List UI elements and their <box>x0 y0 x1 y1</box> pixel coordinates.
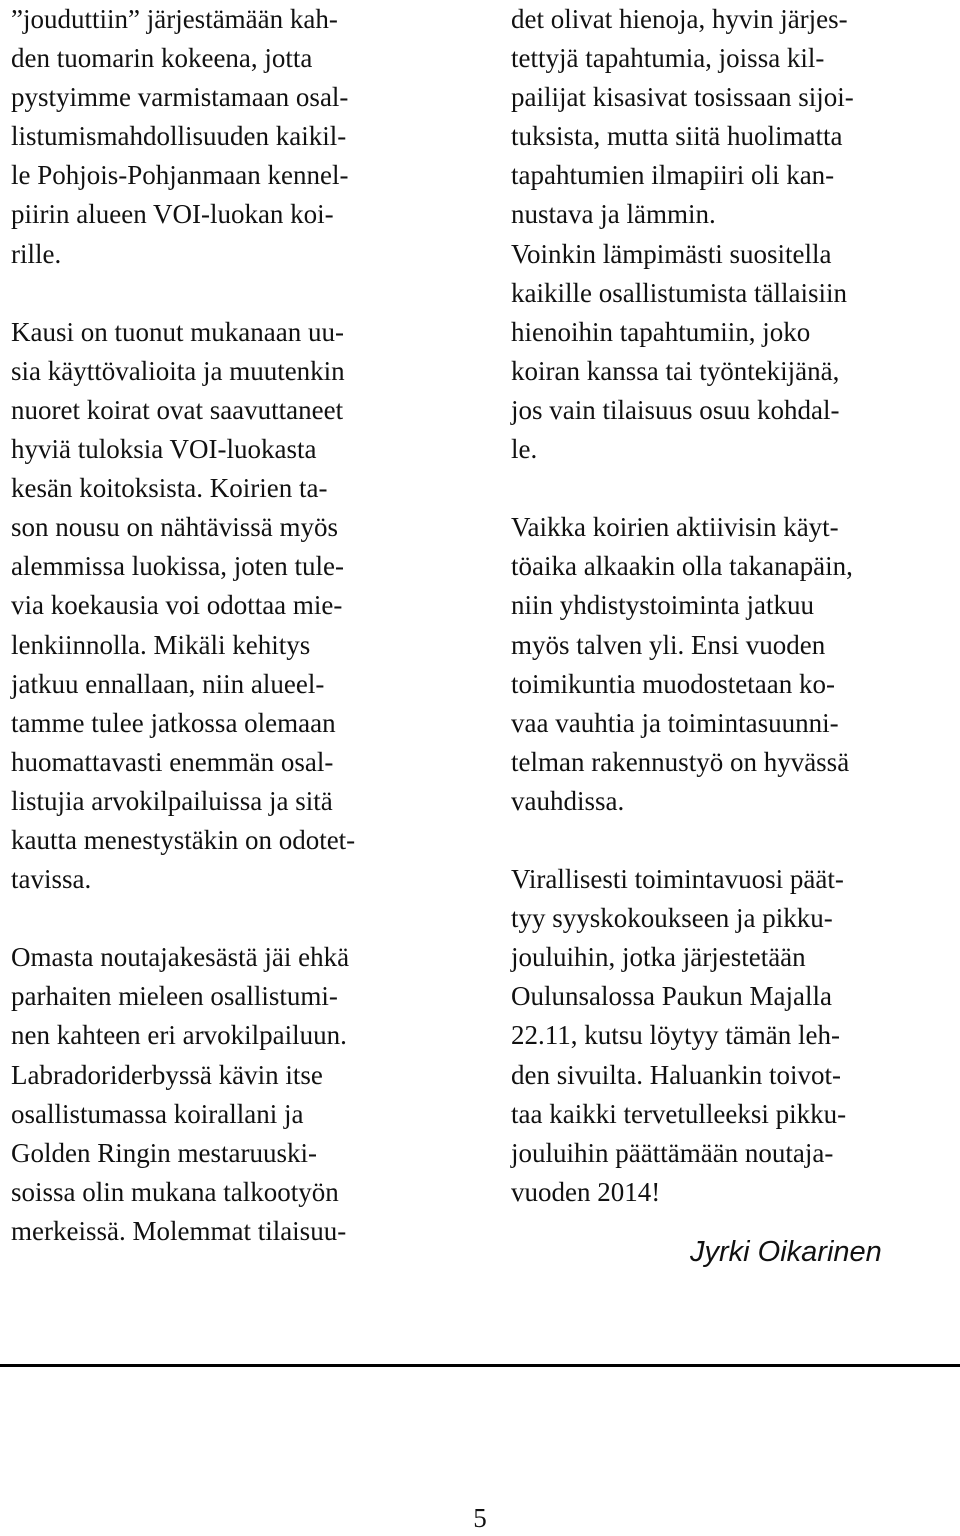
text-line: le Pohjois-Pohjanmaan kennel- <box>11 160 349 191</box>
text-line: sia käyttövalioita ja muutenkin <box>11 355 345 386</box>
paragraph <box>11 938 451 1251</box>
paragraph-gap <box>11 899 451 938</box>
text-line: Omasta noutajakesästä jäi ehkä <box>11 942 350 973</box>
text-line: kautta menestystäkin on odotet- <box>11 824 356 855</box>
text-line: parhaiten mieleen osallistumi- <box>11 981 338 1012</box>
page-number <box>0 1500 960 1536</box>
text-line: alemmissa luokissa, joten tule- <box>11 551 344 582</box>
text-line: kaikille osallistumista tällaisiin <box>511 277 847 308</box>
text-line: tapahtumien ilmapiiri oli kan- <box>511 160 835 191</box>
text-line: tavissa. <box>11 864 92 895</box>
text-line: le. <box>511 434 538 465</box>
text-line: vaa vauhtia ja toimintasuunni- <box>511 707 839 738</box>
text-line: vauhdissa. <box>511 785 625 816</box>
paragraph <box>511 860 951 1212</box>
text-line: den sivuilta. Haluankin toivot- <box>511 1059 841 1090</box>
text-line: osallistumassa koirallani ja <box>11 1098 304 1129</box>
text-line: tamme tulee jatkossa olemaan <box>11 707 336 738</box>
text-line: rille. <box>11 238 62 269</box>
page-number-text: 5 <box>473 1503 487 1533</box>
text-line: myös talven yli. Ensi vuoden <box>511 629 826 660</box>
text-line: niin yhdistystoiminta jatkuu <box>511 590 814 621</box>
paragraph-gap <box>11 274 451 313</box>
text-line: via koekausia voi odottaa mie- <box>11 590 343 621</box>
text-line: son nousu on nähtävissä myös <box>11 512 338 543</box>
text-line: jatkuu ennallaan, niin alueel- <box>11 668 325 699</box>
text-line: taa kaikki tervetulleeksi pikku- <box>511 1098 847 1129</box>
text-line: jouluihin päättämään noutaja- <box>511 1137 834 1168</box>
text-line: nuoret koirat ovat saavuttaneet <box>11 394 344 425</box>
paragraph <box>511 508 951 821</box>
right-column <box>511 0 951 1212</box>
text-line: toimikuntia muodostetaan ko- <box>511 668 835 699</box>
text-line: töaika alkaakin olla takanapäin, <box>511 551 853 582</box>
text-line: tyy syyskokoukseen ja pikku- <box>511 903 833 934</box>
paragraph <box>511 0 951 469</box>
text-line: Oulunsalossa Paukun Majalla <box>511 981 832 1012</box>
text-line: listumismahdollisuuden kaikil- <box>11 121 347 152</box>
text-line: ”jouduttiin” järjestämään kah- <box>11 4 338 34</box>
text-line: soissa olin mukana talkootyön <box>11 1176 339 1207</box>
text-line: nustava ja lämmin. <box>511 199 716 230</box>
text-line: jos vain tilaisuus osuu kohdal- <box>511 394 840 425</box>
left-column <box>11 0 451 1251</box>
text-line: vuoden 2014! <box>511 1176 661 1207</box>
text-line: tettyjä tapahtumia, joissa kil- <box>511 43 825 74</box>
text-line: lenkiinnolla. Mikäli kehitys <box>11 629 311 660</box>
text-line: koiran kanssa tai työntekijänä, <box>511 355 840 386</box>
text-line: Golden Ringin mestaruuski- <box>11 1137 317 1168</box>
text-line: pystyimme varmistamaan osal- <box>11 82 349 113</box>
text-line: listujia arvokilpailuissa ja sitä <box>11 785 333 816</box>
text-line: Virallisesti toimintavuosi päät- <box>511 864 844 895</box>
text-line: Kausi on tuonut mukanaan uu- <box>11 316 344 347</box>
text-line: Voinkin lämpimästi suositella <box>511 238 832 269</box>
text-line: pailijat kisasivat tosissaan sijoi- <box>511 82 854 113</box>
text-line: Vaikka koirien aktiivisin käyt- <box>511 512 839 543</box>
text-line: kesän koitoksista. Koirien ta- <box>11 473 328 504</box>
text-line: hyviä tuloksia VOI-luokasta <box>11 434 317 465</box>
text-line: 22.11, kutsu löytyy tämän leh- <box>511 1020 840 1051</box>
text-line: nen kahteen eri arvokilpailuun. <box>11 1020 347 1051</box>
text-line: tuksista, mutta siitä huolimatta <box>511 121 843 152</box>
text-line: jouluihin, jotka järjestetään <box>511 942 806 973</box>
footer-divider <box>0 1364 960 1367</box>
text-line: den tuomarin kokeena, jotta <box>11 43 313 74</box>
text-line: merkeissä. Molemmat tilaisuu- <box>11 1215 347 1246</box>
text-line: piirin alueen VOI-luokan koi- <box>11 199 334 230</box>
text-line: huomattavasti enemmän osal- <box>11 746 334 777</box>
text-line: telman rakennustyö on hyvässä <box>511 746 850 777</box>
paragraph-gap <box>511 469 951 508</box>
text-line: Labradoriderbyssä kävin itse <box>11 1059 323 1090</box>
text-line: det olivat hienoja, hyvin järjes- <box>511 4 848 34</box>
author-signature: Jyrki Oikarinen <box>690 1236 882 1268</box>
paragraph <box>11 0 451 274</box>
paragraph <box>11 313 451 899</box>
text-line: hienoihin tapahtumiin, joko <box>511 316 811 347</box>
paragraph-gap <box>511 821 951 860</box>
